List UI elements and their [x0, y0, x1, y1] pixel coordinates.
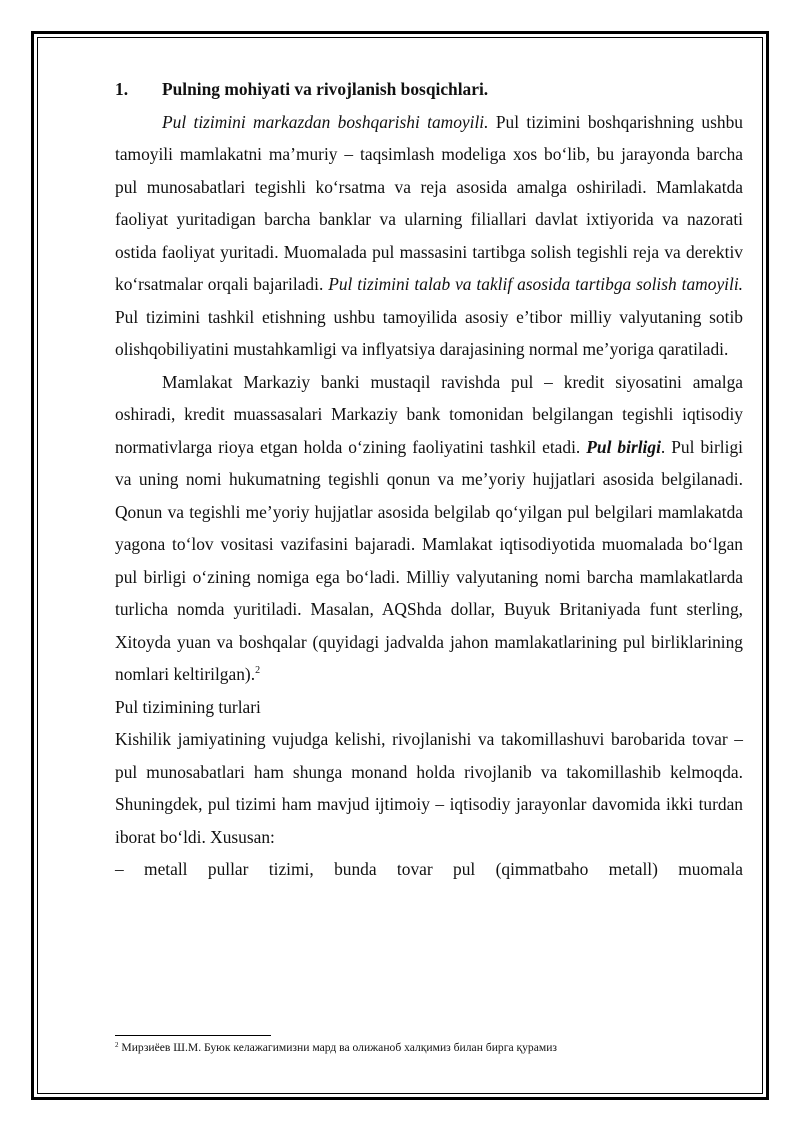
metal-money-list-item: – metall pullar tizimi, bunda tovar pul (qimmatbaho metall) muomala: [115, 859, 743, 879]
paragraph-money-system-types: [115, 723, 743, 853]
types-intro-text: Kishilik jamiyatining vujudga kelishi, rivojlanishi va takomillashuvi barobarida tovar – pul munosabatlari ham shunga monand holda rivojlanib va takomillashib kelmoqda. Shuningdek, pul tizimi ham mavjud ijtimoiy – iqtisodiy jarayonlar davomida ikki turdan iborat bo‘ldi. Xususan:: [115, 729, 743, 847]
paragraph-principles: [115, 106, 743, 366]
section-title: Pulning mohiyati va rivojlanish bosqichlari.: [162, 79, 489, 99]
document-body: [115, 73, 743, 886]
paragraph-currency-unit: [115, 366, 743, 691]
footnote: [115, 1040, 755, 1056]
footnote-separator: [115, 1035, 271, 1036]
principle-2-title: Pul tizimini talab va taklif asosida tartibga solish tamoyili.: [328, 274, 743, 294]
subheading-money-system-types: Pul tizimining turlari: [115, 696, 261, 717]
section-heading: [115, 73, 743, 106]
footnote-marker: 2: [115, 1041, 119, 1049]
currency-unit-term: Pul birligi: [586, 436, 661, 457]
section-number: 1.: [115, 79, 129, 99]
principle-2-text: Pul tizimini tashkil etishning ushbu tamoyilida asosiy e’tibor milliy valyutaning sotib olishqobiliyatini mustahkamligi va inflyatsiya darajasining normal me’yoriga qaratiladi.: [115, 306, 743, 359]
footnote-text: Мирзиёев Ш.М. Буюк келажагимизни мард ва олижаноб халқимиз билан бирга қурамиз: [118, 1041, 557, 1054]
principle-1-text: Pul tizimini boshqarishning ushbu tamoyili mamlakatni ma’muriy – taqsimlash modeliga xos bo‘lib, bu jarayonda barcha pul munosabatlari tegishli ko‘rsatma va reja asosida amalga oshiriladi. Mamlakatda faoliyat yuritadigan barcha banklar va ularning filiallari davlat ixtiyorida va nazorati ostida faoliyat yuritadi. Muomalada pul massasini tartibga solish tegishli reja va derektiv ko‘rsatmalar orqali bajariladi.: [115, 111, 743, 294]
currency-unit-text: . Pul birligi va uning nomi hukumatning tegishli qonun va me’yoriy hujjatlari asosida belgilanadi. Qonun va tegishli me’yoriy hujjatlar asosida belgilab qo‘yilgan pul belgilari mamlakatda yagona to‘lov vositasi vazifasini bajaradi. Mamlakat iqtisodiyotida muomalada bo‘lgan pul birligi o‘zining nomiga ega bo‘ladi. Milliy valyutaning nomi barcha mamlakatlarda turlicha nomda yuritiladi. Masalan, AQShda dollar, Buyuk Britaniyada funt sterling, Xitoyda yuan va boshqalar (quyidagi jadvalda jahon mamlakatlarining pul birliklarining nomlari keltirilgan).: [115, 436, 743, 684]
footnote-reference[interactable]: 2: [255, 665, 261, 676]
principle-1-title: Pul tizimini markazdan boshqarishi tamoyili.: [162, 111, 489, 132]
central-bank-text: Mamlakat Markaziy banki mustaqil ravishda pul – kredit siyosatini amalga oshiradi, kredit muassasalari Markaziy bank tomonidan belgilangan tegishli iqtisodiy normativlarga rioya etgan holda o‘zining faoliyatini tashkil etadi.: [115, 371, 743, 457]
